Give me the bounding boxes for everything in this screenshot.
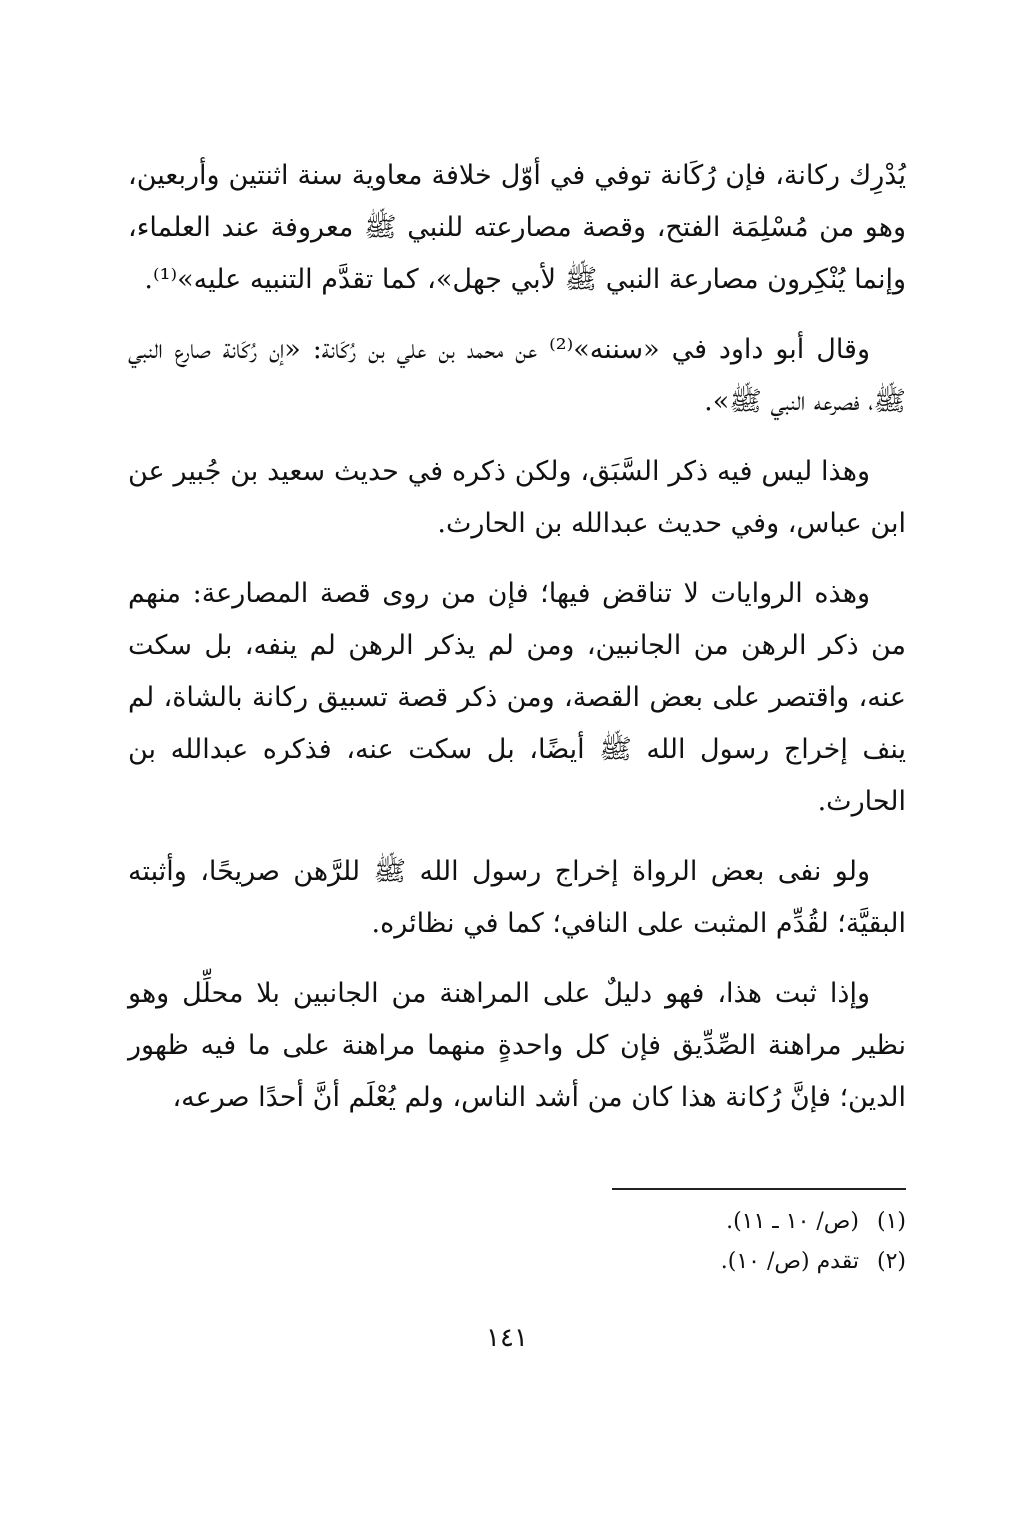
footnote-separator (612, 1188, 906, 1190)
paragraph-continuation: يُدْرِك ركانة، فإن رُكَانة توفي في أوّل خلافة معاوية سنة اثنتين وأربعين، وهو من مُسْلِمَة الفتح، وقصة مصارعته للنبي ﷺ معروفة عند العلماء، وإنما يُنْكِرون مصارعة النبي ﷺ لأبي جهل»، كما تقدَّم التنبيه عليه»⁽¹⁾. (128, 160, 906, 295)
footnote-item (500, 1242, 906, 1282)
footnote-number: (١) (876, 1209, 906, 1234)
paragraph-nafy: ولو نفى بعض الرواة إخراج رسول الله ﷺ للرَّهن صريحًا، وأثبته البقيَّة؛ لقُدِّم المثبت على النافي؛ كما في نظائره. (128, 856, 906, 939)
footnote-number: (٢) (876, 1249, 906, 1274)
paragraph-sabaq: وهذا ليس فيه ذكر السَّبَق، ولكن ذكره في حديث سعيد بن جُبير عن ابن عباس، وفي حديث عبدالله بن الحارث. (128, 456, 906, 539)
main-text (128, 150, 906, 1142)
footnote-text: (ص/ ١٠ ـ ١١). (726, 1209, 859, 1234)
page-number: ١٤١ (486, 1323, 528, 1353)
paragraph-riwayat: وهذه الروايات لا تناقض فيها؛ فإن من روى قصة المصارعة: منهم من ذكر الرهن من الجانبين، ومن لم يذكر الرهن لم ينفه، بل سكت عنه، واقتصر على بعض القصة، ومن ذكر قصة تسبيق ركانة بالشاة، لم ينف إخراج رسول الله ﷺ أيضًا، بل سكت عنه، فذكره عبدالله بن الحارث. (128, 578, 906, 817)
footnote-item (500, 1202, 906, 1242)
footnotes (500, 1202, 906, 1282)
footnote-text: تقدم (ص/ ١٠). (720, 1249, 859, 1274)
paragraph-muraahana: وإذا ثبت هذا، فهو دليلٌ على المراهنة من الجانبين بلا محلِّل وهو نظير مراهنة الصِّدِّيق فإن كل واحدةٍ منهما مراهنة على ما فيه ظهور الدين؛ فإنَّ رُكانة هذا كان من أشد الناس، ولم يُعْلَم أنَّ أحدًا صرعه، (128, 978, 906, 1113)
paragraph-abu-dawud: وقال أبو داود في «سننه»⁽²⁾ عن محمد بن علي بن رُكَانة: «إن رُكَانة صارع النبي ﷺ، فصرعه النبي ﷺ». (128, 334, 906, 417)
